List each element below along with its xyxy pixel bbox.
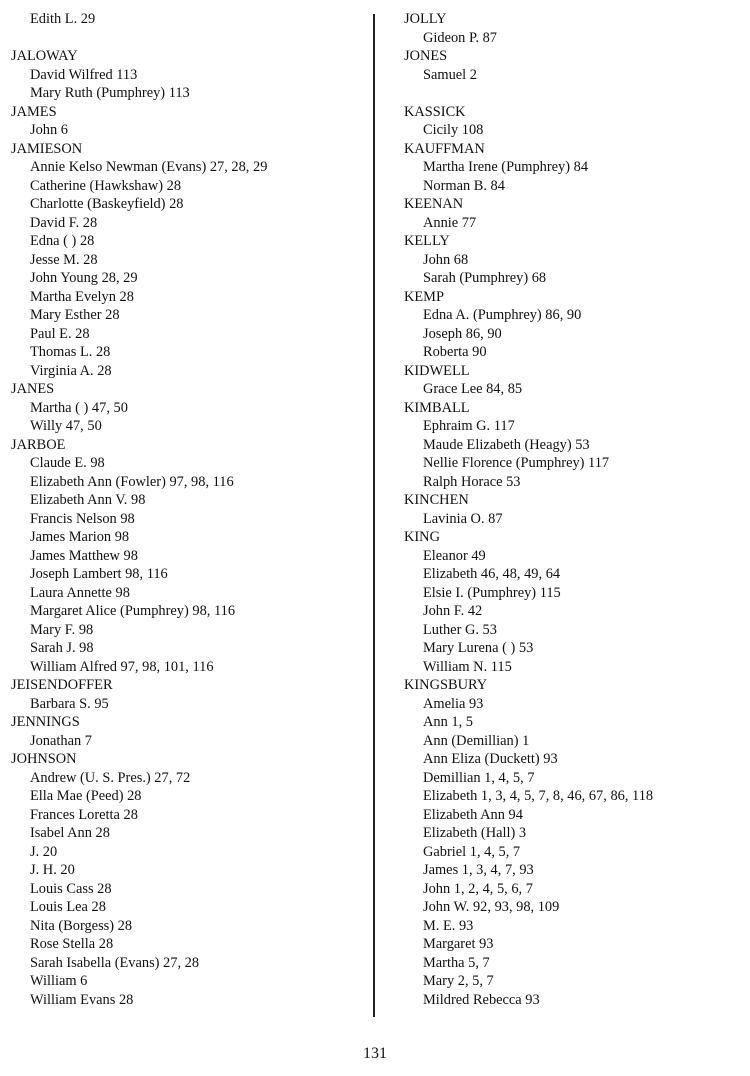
index-entry: Norman B. 84 xyxy=(423,177,505,194)
index-entry: Roberta 90 xyxy=(423,344,487,360)
index-entry: Elsie I. (Pumphrey) 115 xyxy=(423,584,561,601)
surname-heading: JEISENDOFFER xyxy=(11,677,113,693)
index-entry: Samuel 2 xyxy=(423,66,477,83)
index-entry: Virginia A. 28 xyxy=(30,362,112,379)
index-entry: John 68 xyxy=(423,251,469,268)
index-entry: John F. 42 xyxy=(423,603,483,619)
index-entry: Gabriel 1, 4, 5, 7 xyxy=(423,843,521,860)
index-entry: William Alfred 97, 98, 101, 116 xyxy=(30,658,214,675)
index-entry: Mary Lurena ( ) 53 xyxy=(423,640,534,656)
index-entry: Ephraim G. 117 xyxy=(423,418,515,434)
index-entry: Mary Ruth (Pumphrey) 113 xyxy=(30,85,190,101)
index-entry: Laura Annette 98 xyxy=(30,584,130,601)
index-entry: Willy 47, 50 xyxy=(30,418,102,434)
surname-heading: JAMIESON xyxy=(11,140,83,157)
index-entry: Elizabeth (Hall) 3 xyxy=(423,825,527,841)
index-entry: Barbara S. 95 xyxy=(30,695,109,712)
index-entry: Paul E. 28 xyxy=(30,325,90,342)
column-divider xyxy=(373,14,375,1017)
index-entry: Rose Stella 28 xyxy=(30,936,114,952)
index-entry: Margaret Alice (Pumphrey) 98, 116 xyxy=(30,603,236,619)
index-entry: Edith L. 29 xyxy=(30,11,96,27)
index-entry: Martha Irene (Pumphrey) 84 xyxy=(423,159,589,175)
index-entry: Lavinia O. 87 xyxy=(423,510,503,527)
index-right-column xyxy=(404,10,744,1009)
index-entry: M. E. 93 xyxy=(423,917,474,934)
surname-heading: JONES xyxy=(404,48,448,64)
index-entry: Edna A. (Pumphrey) 86, 90 xyxy=(423,307,582,323)
index-entry: Mary Esther 28 xyxy=(30,307,120,323)
index-entry: Jonathan 7 xyxy=(30,732,92,749)
index-entry: William 6 xyxy=(30,973,88,989)
index-entry: Jesse M. 28 xyxy=(30,251,98,268)
index-entry: J. H. 20 xyxy=(30,862,75,878)
index-entry: William N. 115 xyxy=(423,658,512,675)
index-entry: Margaret 93 xyxy=(423,936,494,952)
surname-heading: JOHNSON xyxy=(11,751,77,767)
index-entry: Edna ( ) 28 xyxy=(30,233,95,249)
index-entry: Mary F. 98 xyxy=(30,621,94,638)
index-entry: Elizabeth 1, 3, 4, 5, 7, 8, 46, 67, 86, 118 xyxy=(423,788,654,804)
index-entry: Grace Lee 84, 85 xyxy=(423,381,523,397)
index-entry: Demillian 1, 4, 5, 7 xyxy=(423,769,535,786)
index-entry: David F. 28 xyxy=(30,214,98,231)
index-entry: Ann Eliza (Duckett) 93 xyxy=(423,751,558,767)
index-entry: Charlotte (Baskeyfield) 28 xyxy=(30,196,184,212)
index-entry: Annie 77 xyxy=(423,214,477,231)
index-entry: Joseph 86, 90 xyxy=(423,325,502,342)
index-entry: Maude Elizabeth (Heagy) 53 xyxy=(423,436,590,453)
surname-heading: JARBOE xyxy=(11,436,66,453)
index-entry: Frances Loretta 28 xyxy=(30,806,138,823)
index-entry: Luther G. 53 xyxy=(423,621,497,638)
index-entry: Mildred Rebecca 93 xyxy=(423,991,540,1008)
index-entry: Mary 2, 5, 7 xyxy=(423,973,494,989)
surname-heading: KIDWELL xyxy=(404,362,470,379)
index-entry: Andrew (U. S. Pres.) 27, 72 xyxy=(30,769,191,786)
index-entry: Cicily 108 xyxy=(423,122,484,138)
index-entry: Sarah Isabella (Evans) 27, 28 xyxy=(30,954,200,971)
index-entry: Louis Cass 28 xyxy=(30,880,112,897)
index-entry: Thomas L. 28 xyxy=(30,344,111,360)
entry-spacer xyxy=(11,29,361,48)
index-entry: Ella Mae (Peed) 28 xyxy=(30,788,142,804)
surname-heading: JOLLY xyxy=(404,11,447,27)
index-entry: Isabel Ann 28 xyxy=(30,825,110,841)
index-entry: Martha Evelyn 28 xyxy=(30,288,134,305)
index-entry: David Wilfred 113 xyxy=(30,66,138,83)
index-entry: John W. 92, 93, 98, 109 xyxy=(423,899,560,915)
index-entry: Francis Nelson 98 xyxy=(30,510,135,527)
index-entry: James 1, 3, 4, 7, 93 xyxy=(423,862,534,878)
surname-heading: JENNINGS xyxy=(11,714,80,730)
page-number: 131 xyxy=(363,1045,387,1062)
index-entry: Ann (Demillian) 1 xyxy=(423,732,530,749)
surname-heading: JANES xyxy=(11,381,55,397)
index-entry: James Marion 98 xyxy=(30,529,130,545)
index-entry: Gideon P. 87 xyxy=(423,29,497,46)
index-entry: Sarah (Pumphrey) 68 xyxy=(423,270,547,286)
surname-heading: KELLY xyxy=(404,233,450,249)
index-entry: Martha 5, 7 xyxy=(423,954,490,971)
index-entry: Sarah J. 98 xyxy=(30,640,94,656)
surname-heading: KING xyxy=(404,529,440,545)
surname-heading: KINGSBURY xyxy=(404,677,488,693)
index-entry: John 6 xyxy=(30,122,68,138)
index-entry: Martha ( ) 47, 50 xyxy=(30,399,128,416)
index-entry: Joseph Lambert 98, 116 xyxy=(30,566,168,582)
surname-heading: KEMP xyxy=(404,288,444,305)
index-entry: Ann 1, 5 xyxy=(423,714,473,730)
index-entry: Elizabeth Ann 94 xyxy=(423,806,523,823)
index-entry: Elizabeth Ann V. 98 xyxy=(30,492,146,508)
index-entry: Amelia 93 xyxy=(423,695,484,712)
index-entry: Ralph Horace 53 xyxy=(423,473,521,490)
index-entry: J. 20 xyxy=(30,843,58,860)
index-entry: William Evans 28 xyxy=(30,991,134,1008)
surname-heading: KIMBALL xyxy=(404,399,470,416)
surname-heading: KAUFFMAN xyxy=(404,140,485,157)
index-entry: Elizabeth Ann (Fowler) 97, 98, 116 xyxy=(30,473,234,490)
surname-heading: KINCHEN xyxy=(404,492,469,508)
index-entry: Nellie Florence (Pumphrey) 117 xyxy=(423,455,610,471)
index-entry: Catherine (Hawkshaw) 28 xyxy=(30,177,182,194)
index-entry: Elizabeth 46, 48, 49, 64 xyxy=(423,566,561,582)
surname-heading: JAMES xyxy=(11,103,57,120)
index-entry: John Young 28, 29 xyxy=(30,270,138,286)
entry-spacer xyxy=(404,84,744,103)
index-entry: Eleanor 49 xyxy=(423,547,486,564)
index-entry: Annie Kelso Newman (Evans) 27, 28, 29 xyxy=(30,159,268,175)
surname-heading: KEENAN xyxy=(404,196,464,212)
index-entry: James Matthew 98 xyxy=(30,547,138,564)
index-left-column xyxy=(11,10,361,1009)
index-entry: Louis Lea 28 xyxy=(30,899,106,915)
surname-heading: KASSICK xyxy=(404,103,466,120)
index-entry: Claude E. 98 xyxy=(30,455,105,471)
index-entry: John 1, 2, 4, 5, 6, 7 xyxy=(423,880,533,897)
index-entry: Nita (Borgess) 28 xyxy=(30,917,133,934)
surname-heading: JALOWAY xyxy=(11,48,78,64)
